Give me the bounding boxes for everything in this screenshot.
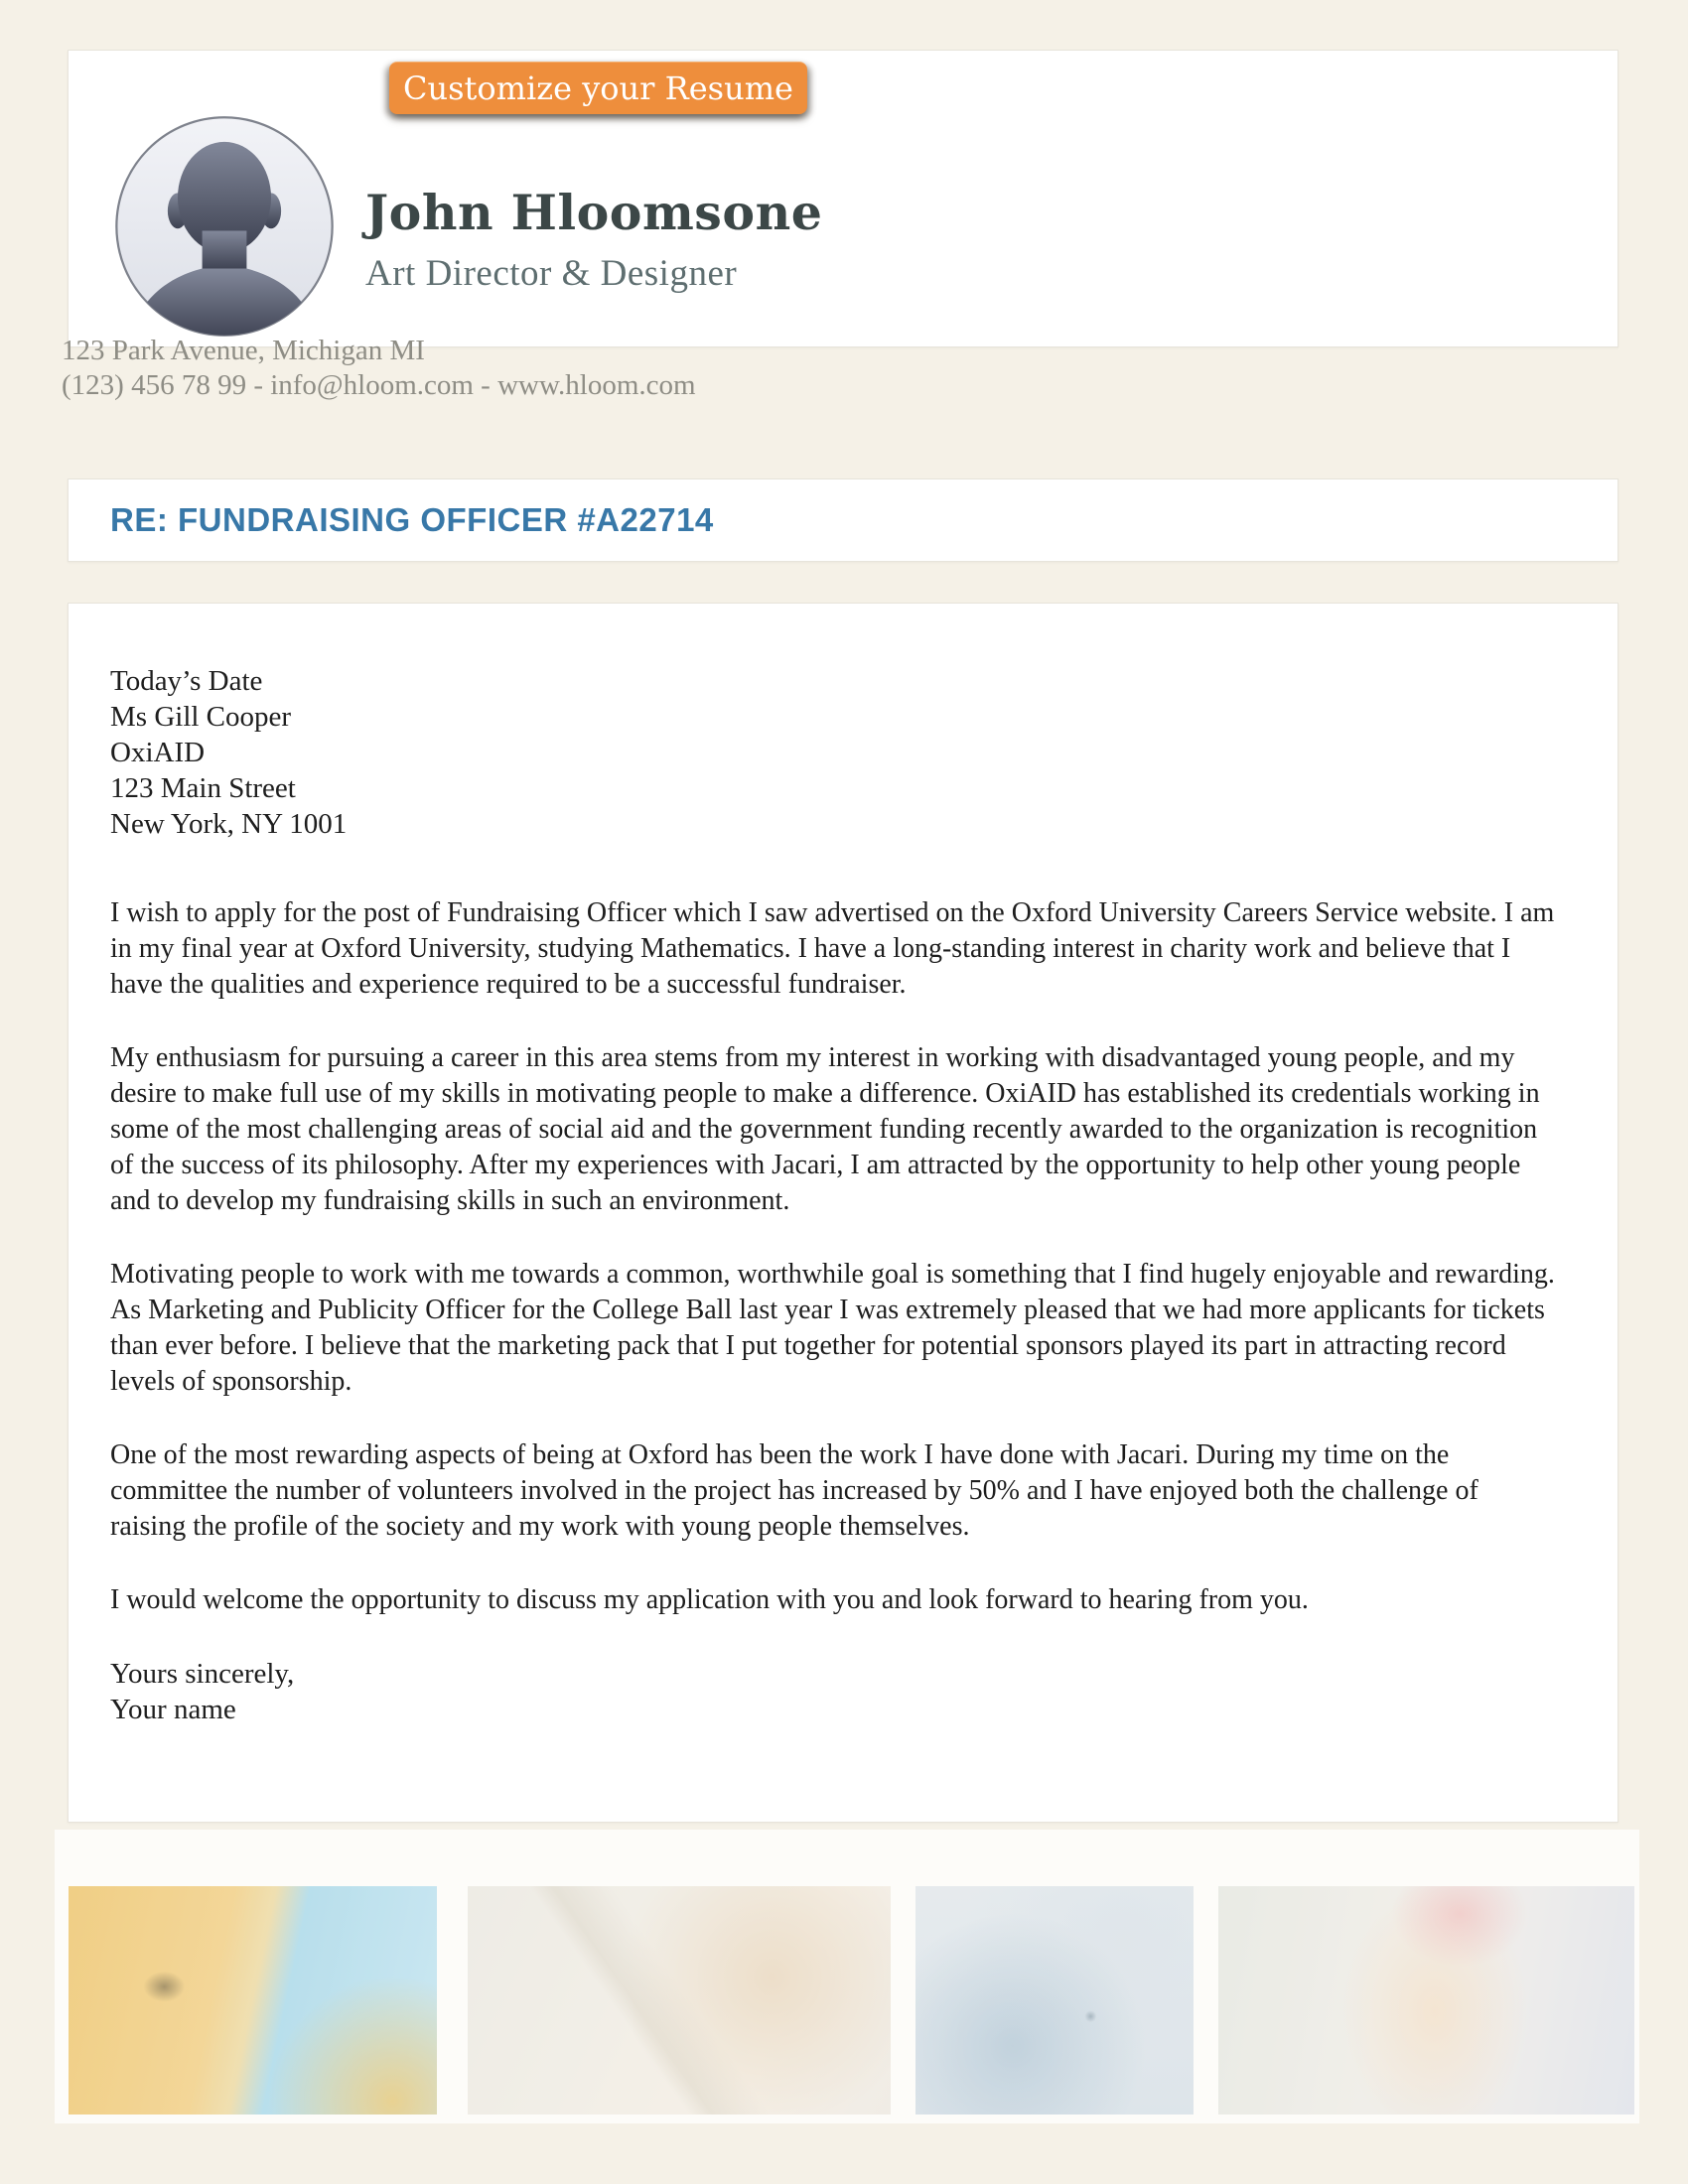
closing-block [110, 1656, 1558, 1727]
recipient-line: 123 Main Street [110, 772, 296, 804]
letter-paragraph-5: I would welcome the opportunity to discuss my application with you and look forward to hearing from you. [110, 1584, 1309, 1615]
recipient-line: OxiAID [110, 737, 206, 768]
contact-address-line: 123 Park Avenue, Michigan MI [62, 335, 425, 366]
person-silhouette-icon [113, 109, 336, 343]
closing-signature: Your name [110, 1694, 236, 1725]
recipient-block [110, 663, 1558, 842]
person-name: John Hloomsone [365, 184, 823, 241]
letter-card [68, 603, 1618, 1823]
photo-sky-clouds-bird [915, 1886, 1194, 2115]
photo-hands-ice-cream [1218, 1886, 1634, 2115]
photo-strip [55, 1830, 1639, 2123]
letter-paragraph-4: One of the most rewarding aspects of being at Oxford has been the work I have done with Jacari. During my time on the committee the number of volunteers involved in the project has increased by 50% and I have enjoyed both the challenge of raising the profile of the society and my work with young people themselves. [110, 1439, 1478, 1542]
letter-paragraph-3: Motivating people to work with me towards a common, worthwhile goal is something that I find hugely enjoyable and rewarding. As Marketing and Publicity Officer for the College Ball last year I was extremely pleased that we had more applicants for tickets than ever before. I believe that the marketing pack that I put together for potential sponsors played its part in attracting record levels of sponsorship. [110, 1259, 1555, 1397]
contact-phone-email-line: (123) 456 78 99 - info@hloom.com - www.hloom.com [62, 369, 696, 401]
recipient-line: Ms Gill Cooper [110, 701, 292, 733]
recipient-line: Today’s Date [110, 665, 263, 697]
recipient-line: New York, NY 1001 [110, 808, 348, 840]
person-title: Art Director & Designer [365, 253, 738, 294]
closing-salutation: Yours sincerely, [110, 1658, 295, 1690]
letter-paragraph-2: My enthusiasm for pursuing a career in this area stems from my interest in working with disadvantaged young people, and my desire to make full use of my skills in motivating people to make a difference. OxiAID has established its credentials working in some of the most challenging areas of social aid and the government funding recently awarded to the organization is recognition of the success of its philosophy. After my experiences with Jacari, I am attracted by the opportunity to help other young people and to develop my fundraising skills in such an environment. [110, 1042, 1540, 1216]
avatar [113, 109, 336, 343]
letter-paragraph-1: I wish to apply for the post of Fundraising Officer which I saw advertised on the Oxford University Careers Service website. I am in my final year at Oxford University, studying Mathematics. I have a long-standing interest in charity work and believe that I have the qualities and experience required to be a successful fundraiser. [110, 897, 1555, 1000]
subject-bar [68, 478, 1618, 562]
photo-sunflower-bee [69, 1886, 437, 2115]
contact-info [62, 334, 696, 403]
subject-line: RE: FUNDRAISING OFFICER #A22714 [110, 501, 714, 538]
photo-terrier-dog [468, 1886, 891, 2115]
customize-resume-button[interactable]: Customize your Resume [389, 62, 807, 114]
